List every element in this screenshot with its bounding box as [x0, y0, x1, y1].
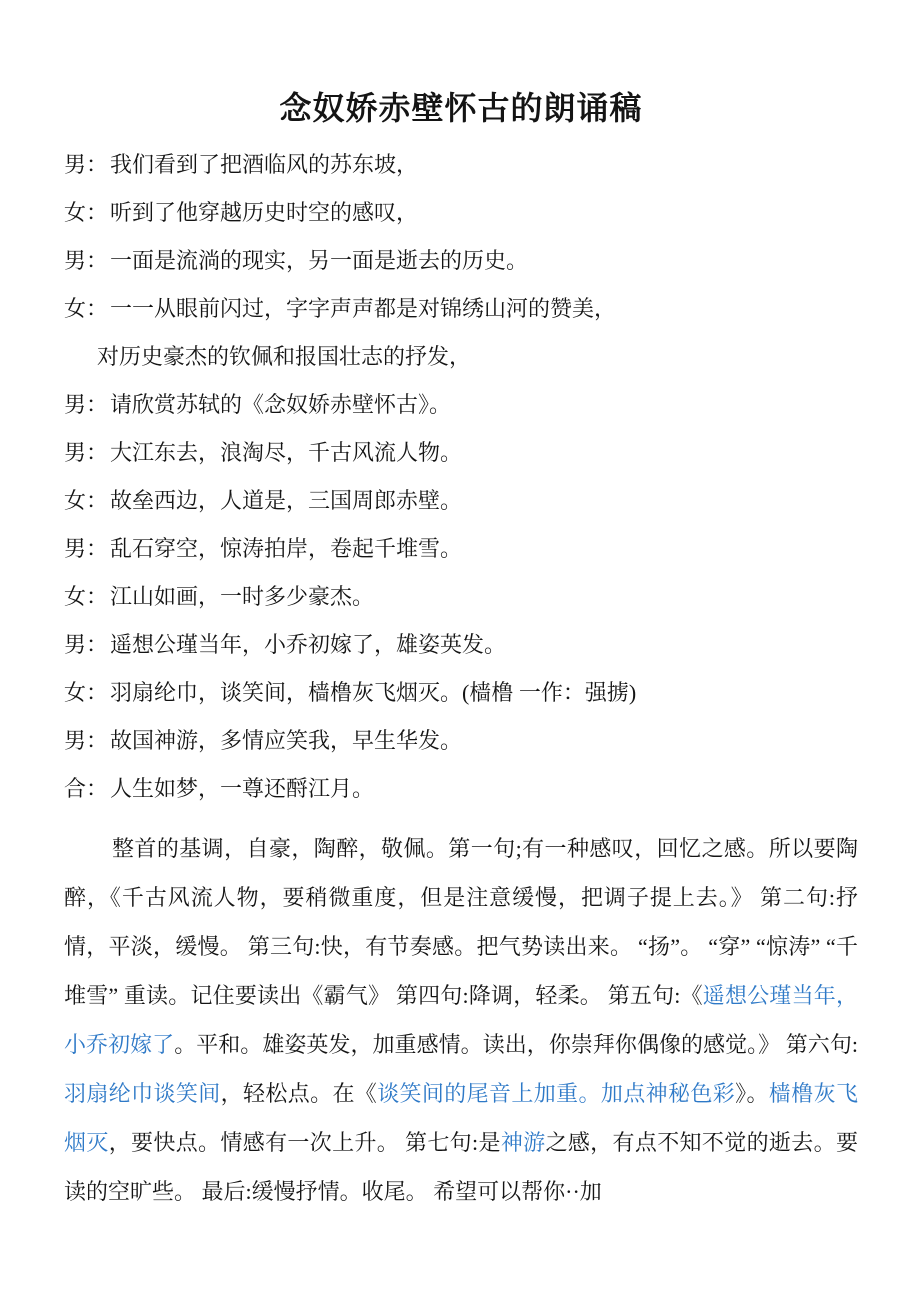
dialogue-line [64, 632, 858, 658]
dialogue-line [64, 200, 858, 226]
speaker-label: 男： [64, 728, 109, 753]
speaker-label: 男： [64, 440, 109, 465]
dialogue-line [64, 584, 858, 610]
speaker-label: 女： [64, 680, 109, 705]
dialogue-line [64, 536, 858, 562]
speaker-label: 男： [64, 536, 109, 561]
dialogue-text: 请欣赏苏轼的《念奴娇赤壁怀古》。 [110, 392, 452, 417]
dialogue-text: 人生如梦，一尊还酹江月。 [110, 776, 375, 801]
dialogue-line [64, 248, 858, 274]
document-title: 念奴娇赤壁怀古的朗诵稿 [279, 90, 643, 126]
dialogue-text: 一一从眼前闪过，字字声声都是对锦绣山河的赞美， [110, 296, 617, 321]
dialogue-section [64, 152, 858, 802]
dialogue-line [64, 440, 858, 466]
dialogue-line [64, 776, 858, 802]
commentary-text: 。平和。雄姿英发，加重感情。读出，你崇拜你偶像的感觉。》 第六句: [174, 1032, 858, 1057]
speaker-label: 女： [64, 200, 109, 225]
speaker-label: 男： [64, 632, 109, 657]
commentary-text: ，要快点。情感有一次上升。 第七句:是 [108, 1130, 501, 1155]
commentary-highlight-text: 谈笑间的尾音上加重。加点神秘色彩 [377, 1081, 736, 1106]
speaker-label: 合： [64, 776, 109, 801]
commentary-highlight-text: 神游 [500, 1130, 546, 1155]
dialogue-text: 一面是流淌的现实，另一面是逝去的历史。 [110, 248, 529, 273]
commentary-text: 整首的基调，自豪，陶醉，敬佩。第一句;有一种感叹，回忆之感。所以要陶醉，《千古风流人物，要稍微重度，但是注意缓慢，把调子提上去。》 第二句:抒情，平淡，缓慢。 第三句:快，有节奏感。把气势读出来。 “扬”。 “穿” “惊涛” “千堆雪” 重读。记住要读出《霸气》 第四句:降调，轻柔。 第五句:《 [64, 836, 858, 1008]
dialogue-text: 江山如画，一时多少豪杰。 [110, 584, 375, 609]
speaker-label: 女： [64, 488, 109, 513]
commentary-highlight-text: 樯橹灰飞烟灭 [64, 1081, 858, 1155]
commentary-highlight-text: 遥想公瑾当年，小乔初嫁了 [64, 983, 858, 1057]
dialogue-text: 我们看到了把酒临风的苏东坡， [110, 152, 419, 177]
speaker-label: 男： [64, 392, 109, 417]
speaker-label: 男： [64, 248, 109, 273]
commentary-highlight-text: 羽扇纶巾谈笑间 [64, 1081, 221, 1106]
dialogue-line [64, 680, 858, 706]
dialogue-line [64, 488, 858, 514]
commentary-text: ，轻松点。在《 [220, 1081, 378, 1106]
speaker-label: 女： [64, 584, 109, 609]
dialogue-text: 故垒西边，人道是，三国周郎赤壁。 [110, 488, 463, 513]
commentary-text: 》。 [735, 1081, 769, 1106]
dialogue-line [64, 296, 858, 322]
speaker-label: 男： [64, 152, 109, 177]
dialogue-text: 遥想公瑾当年，小乔初嫁了，雄姿英发。 [110, 632, 507, 657]
dialogue-line [64, 728, 858, 754]
dialogue-line [64, 152, 858, 178]
dialogue-line [64, 392, 858, 418]
commentary-paragraph [64, 824, 858, 1216]
dialogue-text: 羽扇纶巾，谈笑间，樯橹灰飞烟灭。(樯橹 一作：强掳) [110, 680, 637, 705]
dialogue-line [64, 344, 858, 370]
dialogue-text: 听到了他穿越历史时空的感叹， [110, 200, 419, 225]
dialogue-text: 故国神游，多情应笑我，早生华发。 [110, 728, 463, 753]
commentary-text: 之感，有点不知不觉的逝去。要读的空旷些。 最后:缓慢抒情。收尾。 希望可以帮你··加 [64, 1130, 858, 1204]
dialogue-text: 对历史豪杰的钦佩和报国壮志的抒发， [97, 344, 472, 369]
dialogue-text: 乱石穿空，惊涛拍岸，卷起千堆雪。 [110, 536, 463, 561]
dialogue-text: 大江东去，浪淘尽，千古风流人物。 [110, 440, 463, 465]
speaker-label: 女： [64, 296, 109, 321]
